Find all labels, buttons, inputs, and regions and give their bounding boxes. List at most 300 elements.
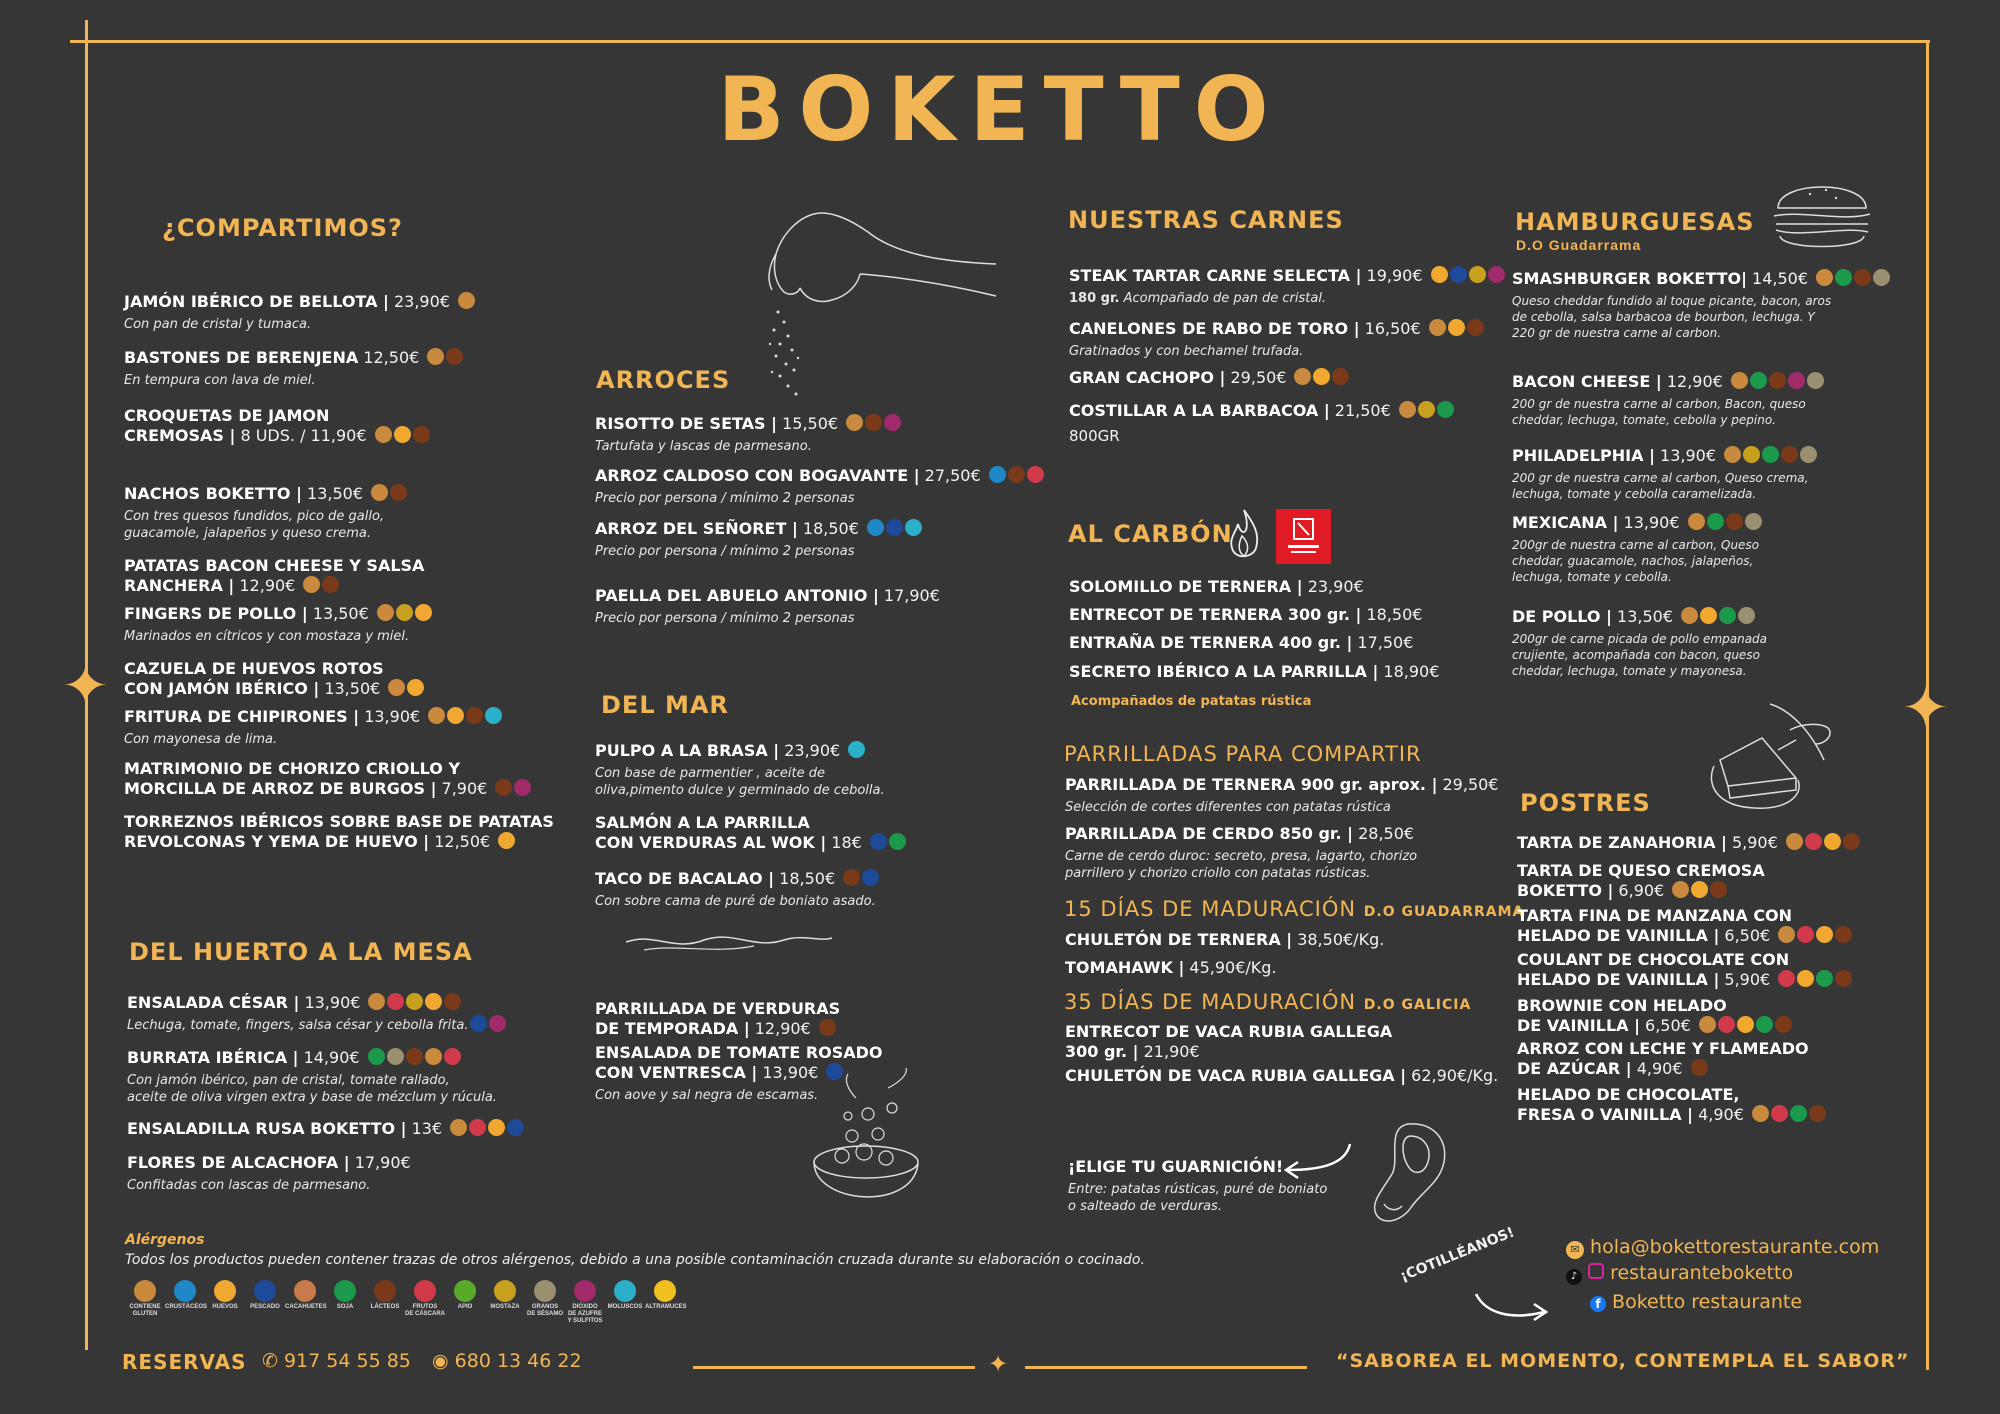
item-price: 4,90€ bbox=[1693, 1105, 1744, 1124]
item-price: 5,90€ bbox=[1719, 970, 1771, 989]
item-allergens bbox=[1397, 403, 1454, 420]
section-title-maduracion15 bbox=[1064, 897, 1524, 921]
item-name: PARRILLADA DE CERDO 850 gr. | bbox=[1065, 824, 1353, 843]
item-allergens bbox=[1427, 321, 1484, 338]
allergen-gluten-icon bbox=[428, 707, 445, 724]
section-title-postres: POSTRES bbox=[1520, 789, 1651, 817]
restaurant-title: BOKETTO bbox=[717, 58, 1283, 161]
item-description bbox=[1065, 799, 1498, 816]
item-price: 29,50€ bbox=[1437, 775, 1499, 794]
allergen-pescado-icon bbox=[254, 1280, 276, 1302]
facebook-icon[interactable]: f bbox=[1590, 1296, 1606, 1312]
slogan: “SABOREA EL MOMENTO, CONTEMPLA EL SABOR” bbox=[1336, 1350, 1910, 1372]
item-description-text: Con mayonesa de lima. bbox=[124, 732, 278, 747]
allergen-sulfitos-icon bbox=[489, 1015, 506, 1032]
allergen-sulfitos-icon bbox=[574, 1280, 596, 1302]
item-description-text: 200 gr de nuestra carne al carbon, Queso crema, lechuga, tomate y cebolla caramelizada. bbox=[1512, 471, 1809, 501]
item-description bbox=[1512, 293, 1890, 341]
item-price: 8 UDS. / 11,90€ bbox=[235, 426, 367, 445]
allergen-gluten-icon bbox=[1429, 319, 1446, 336]
allergen-lacteos-icon bbox=[390, 484, 407, 501]
arrow-right-icon bbox=[1472, 1288, 1552, 1324]
item-description bbox=[124, 508, 407, 542]
item-price: 12,90€ bbox=[749, 1019, 811, 1038]
item-allergens bbox=[1686, 515, 1762, 532]
menu-item bbox=[124, 557, 424, 596]
alergenos-block bbox=[125, 1232, 1145, 1325]
item-name: CHULETÓN DE TERNERA | bbox=[1065, 930, 1293, 949]
item-name: GRAN CACHOPO | bbox=[1069, 368, 1226, 387]
legend-label: CACAHUETES bbox=[285, 1304, 327, 1310]
allergen-lacteos-icon bbox=[495, 779, 512, 796]
item-description-text: Con base de parmentier , aceite de oliva,pimento dulce y germinado de cebolla. bbox=[595, 766, 885, 798]
item-description-text: Con tres quesos fundidos, pico de gallo, guacamole, jalapeños y queso crema. bbox=[124, 509, 385, 541]
legend-label: APIO bbox=[457, 1304, 473, 1310]
item-description-text: Tartufata y lascas de parmesano. bbox=[595, 439, 812, 454]
facebook-page[interactable]: Boketto restaurante bbox=[1612, 1291, 1803, 1313]
allergen-gluten-icon bbox=[1752, 1105, 1769, 1122]
allergen-huevos-icon bbox=[1797, 970, 1814, 987]
allergen-gluten-icon bbox=[1786, 833, 1803, 850]
allergen-cacahuetes-icon bbox=[294, 1280, 316, 1302]
allergen-frutos-icon bbox=[1805, 833, 1822, 850]
menu-item bbox=[595, 519, 922, 560]
item-allergens-extra bbox=[468, 1018, 506, 1033]
item-description bbox=[124, 731, 502, 748]
legend-label: DIÓXIDO DE AZUFRE Y SULFITOS bbox=[567, 1304, 603, 1324]
legend-label: CONTIENE GLUTEN bbox=[129, 1304, 161, 1317]
item-name: ENTRECOT DE VACA RUBIA GALLEGA 300 gr. | bbox=[1065, 1022, 1393, 1061]
legend-item-cacahuetes bbox=[285, 1280, 325, 1311]
item-allergens bbox=[1776, 972, 1852, 989]
maduracion35-label: 35 DÍAS DE MADURACIÓN bbox=[1064, 990, 1357, 1014]
menu-item bbox=[124, 604, 432, 645]
item-name: TOMAHAWK | bbox=[1065, 958, 1185, 977]
allergen-huevos-icon bbox=[1431, 266, 1448, 283]
item-name: MEXICANA | bbox=[1512, 513, 1619, 532]
whatsapp-icon: ◉ bbox=[432, 1350, 449, 1372]
legend-item-sulfitos bbox=[565, 1280, 605, 1325]
allergen-sulfitos-icon bbox=[514, 779, 531, 796]
item-allergens bbox=[496, 834, 515, 851]
allergen-frutos-icon bbox=[1771, 1105, 1788, 1122]
item-allergens bbox=[1689, 1061, 1708, 1078]
item-allergens bbox=[1784, 835, 1860, 852]
allergen-gluten-icon bbox=[1816, 269, 1833, 286]
allergen-huevos-icon bbox=[1313, 368, 1330, 385]
item-description-text: Selección de cortes diferentes con patatas rústica bbox=[1065, 800, 1391, 815]
allergen-frutos-icon bbox=[469, 1119, 486, 1136]
item-price: 13,50€ bbox=[307, 604, 369, 623]
item-name: JAMÓN IBÉRICO DE BELLOTA | bbox=[124, 292, 389, 311]
instagram-icon[interactable] bbox=[1588, 1263, 1604, 1279]
menu-item bbox=[1069, 266, 1505, 307]
item-name: PAELLA DEL ABUELO ANTONIO | bbox=[595, 586, 879, 605]
menu-item bbox=[1069, 401, 1454, 445]
menu-item bbox=[124, 407, 430, 446]
allergen-crustaceos-icon bbox=[174, 1280, 196, 1302]
item-name: NACHOS BOKETTO | bbox=[124, 484, 302, 503]
allergen-sulfitos-icon bbox=[884, 414, 901, 431]
allergen-lacteos-icon bbox=[1710, 881, 1727, 898]
item-allergens bbox=[366, 1050, 461, 1067]
item-price: 21,50€ bbox=[1329, 401, 1391, 420]
menu-item bbox=[1517, 1040, 1809, 1079]
legend-item-lacteos bbox=[365, 1280, 405, 1311]
legend-label: CRUSTÁCEOS bbox=[165, 1304, 208, 1310]
item-allergens bbox=[1776, 928, 1852, 945]
item-price: 28,50€ bbox=[1353, 824, 1415, 843]
item-description bbox=[1069, 343, 1484, 360]
allergen-mostaza-icon bbox=[494, 1280, 516, 1302]
item-price: 13,90€ bbox=[299, 993, 361, 1012]
email-row[interactable] bbox=[1566, 1236, 1879, 1259]
maduracion15-label: 15 DÍAS DE MADURACIÓN bbox=[1064, 897, 1357, 921]
legend-label: SOJA bbox=[336, 1304, 354, 1310]
menu-item bbox=[1065, 1066, 1498, 1086]
item-name: ENTRECOT DE TERNERA 300 gr. | bbox=[1069, 605, 1362, 624]
menu-item bbox=[1512, 372, 1824, 428]
menu-item bbox=[1065, 1023, 1392, 1062]
allergen-gluten-icon bbox=[375, 426, 392, 443]
item-allergens bbox=[456, 294, 475, 311]
phone-block[interactable] bbox=[262, 1350, 411, 1372]
allergen-pescado-icon bbox=[470, 1015, 487, 1032]
item-description bbox=[1512, 396, 1824, 428]
legend-item-frutos bbox=[405, 1280, 445, 1318]
allergen-moluscos-icon bbox=[485, 707, 502, 724]
allergen-huevos-icon bbox=[488, 1119, 505, 1136]
menu-item bbox=[127, 1153, 411, 1194]
item-allergens bbox=[817, 1021, 836, 1038]
carbon-side-note: Acompañados de patatas rústica bbox=[1071, 694, 1312, 709]
legend-item-pescado bbox=[245, 1280, 285, 1311]
allergen-moluscos-icon bbox=[848, 741, 865, 758]
allergen-frutos-icon bbox=[1797, 926, 1814, 943]
item-name: BROWNIE CON HELADO DE VAINILLA | bbox=[1517, 996, 1727, 1035]
email-icon: ✉ bbox=[1566, 1241, 1584, 1259]
allergen-huevos-icon bbox=[1691, 881, 1708, 898]
item-description-text: En tempura con lava de miel. bbox=[124, 373, 316, 388]
legend-label: PESCADO bbox=[250, 1304, 280, 1310]
hand-seasoning-illustration bbox=[748, 204, 998, 404]
instagram-row[interactable] bbox=[1566, 1262, 1793, 1285]
allergen-lacteos-icon bbox=[413, 426, 430, 443]
item-description bbox=[595, 490, 1044, 507]
star-ornament-right: ✦ bbox=[1902, 676, 1949, 739]
item-description-text: 200 gr de nuestra carne al carbon, Bacon, queso cheddar, lechuga, tomate, cebolla y pepino. bbox=[1512, 397, 1806, 427]
item-description bbox=[124, 316, 475, 333]
item-price: 29,50€ bbox=[1225, 368, 1287, 387]
item-price: 12,50€ bbox=[358, 348, 420, 367]
item-description bbox=[595, 610, 940, 627]
item-name: BURRATA IBÉRICA | bbox=[127, 1048, 299, 1067]
whatsapp-number[interactable]: 680 13 46 22 bbox=[454, 1350, 582, 1372]
allergen-apio-icon bbox=[454, 1280, 476, 1302]
item-name: CROQUETAS DE JAMON CREMOSAS | bbox=[124, 406, 330, 445]
item-price: 12,50€ bbox=[429, 832, 491, 851]
allergen-frutos-icon bbox=[444, 1048, 461, 1065]
allergen-sesamo-icon bbox=[1800, 446, 1817, 463]
item-description bbox=[595, 893, 879, 910]
allergen-legend bbox=[125, 1280, 1145, 1325]
item-price: 16,50€ bbox=[1359, 319, 1421, 338]
allergen-lacteos-icon bbox=[819, 1019, 836, 1036]
allergen-soja-icon bbox=[1762, 446, 1779, 463]
allergen-sesamo-icon bbox=[1745, 513, 1762, 530]
item-description-text: Precio por persona / mínimo 2 personas bbox=[595, 611, 855, 626]
allergen-soja-icon bbox=[889, 833, 906, 850]
item-name: ENSALADA DE TOMATE ROSADO CON VENTRESCA | bbox=[595, 1043, 883, 1082]
menu-item bbox=[127, 1119, 524, 1139]
allergen-frutos-icon bbox=[1027, 466, 1044, 483]
item-name: ARROZ CON LECHE Y FLAMEADO DE AZÚCAR | bbox=[1517, 1039, 1809, 1078]
allergen-huevos-icon bbox=[1816, 926, 1833, 943]
item-allergens bbox=[1697, 1018, 1792, 1035]
item-name: PARRILLADA DE TERNERA 900 gr. aprox. | bbox=[1065, 775, 1438, 794]
item-price: 21,90€ bbox=[1138, 1042, 1200, 1061]
item-name: TORREZNOS IBÉRICOS SOBRE BASE DE PATATAS REVOLCONAS Y YEMA DE HUEVO | bbox=[124, 812, 554, 851]
item-price: 17,90€ bbox=[349, 1153, 411, 1172]
allergen-soja-icon bbox=[368, 1048, 385, 1065]
item-weight: 180 gr. bbox=[1069, 291, 1120, 306]
item-price: 15,50€ bbox=[777, 414, 839, 433]
section-title-del-mar: DEL MAR bbox=[601, 691, 729, 719]
email-link[interactable]: hola@bokettorestaurante.com bbox=[1590, 1236, 1880, 1258]
star-ornament-left: ✦ bbox=[62, 654, 109, 717]
item-description bbox=[127, 1177, 411, 1194]
menu-item bbox=[1069, 368, 1349, 388]
item-allergens bbox=[865, 521, 922, 538]
item-name: COULANT DE CHOCOLATE CON HELADO DE VAINILLA | bbox=[1517, 950, 1790, 989]
arrow-left-icon bbox=[1280, 1140, 1360, 1180]
allergen-gluten-icon bbox=[1731, 372, 1748, 389]
phone-number[interactable]: 917 54 55 85 bbox=[283, 1350, 411, 1372]
allergen-lacteos-icon bbox=[865, 414, 882, 431]
allergen-gluten-icon bbox=[388, 679, 405, 696]
item-price: 23,90€ bbox=[1302, 577, 1364, 596]
legend-label: LÁCTEOS bbox=[370, 1304, 400, 1310]
section-title-compartimos: ¿COMPARTIMOS? bbox=[162, 214, 403, 242]
item-allergens bbox=[1750, 1107, 1826, 1124]
allergen-huevos-icon bbox=[1700, 607, 1717, 624]
item-price: 13,50€ bbox=[319, 679, 381, 698]
allergen-lacteos-icon bbox=[1781, 446, 1798, 463]
item-price: 13,90€ bbox=[359, 707, 421, 726]
item-allergens bbox=[366, 995, 461, 1012]
item-description-text: Marinados en cítricos y con mostaza y miel. bbox=[124, 629, 410, 644]
facebook-row[interactable] bbox=[1590, 1291, 1802, 1313]
allergen-pescado-icon bbox=[1450, 266, 1467, 283]
item-name: ENSALADA CÉSAR | bbox=[127, 993, 300, 1012]
item-description bbox=[1512, 631, 1767, 679]
item-name: ARROZ CALDOSO CON BOGAVANTE | bbox=[595, 466, 920, 485]
item-description bbox=[124, 372, 463, 389]
item-name: TACO DE BACALAO | bbox=[595, 869, 775, 888]
section-title-parrilladas: PARRILLADAS PARA COMPARTIR bbox=[1064, 742, 1422, 766]
allergen-lacteos-icon bbox=[1008, 466, 1025, 483]
item-name: HELADO DE CHOCOLATE, FRESA O VAINILLA | bbox=[1517, 1085, 1740, 1124]
section-title-arroces: ARROCES bbox=[596, 366, 731, 394]
item-price: 19,90€ bbox=[1361, 266, 1423, 285]
item-name: TARTA DE QUESO CREMOSA BOKETTO | bbox=[1517, 861, 1765, 900]
allergen-lacteos-icon bbox=[374, 1280, 396, 1302]
badge-emblem-icon bbox=[1276, 509, 1331, 564]
item-allergens bbox=[846, 743, 865, 760]
menu-item bbox=[595, 586, 940, 627]
item-price: 18,50€ bbox=[797, 519, 859, 538]
allergen-soja-icon bbox=[1719, 607, 1736, 624]
maduracion35-origin: D.O GALICIA bbox=[1363, 997, 1472, 1013]
allergen-gluten-icon bbox=[425, 1048, 442, 1065]
whatsapp-block[interactable] bbox=[432, 1350, 582, 1372]
item-price: 18,50€ bbox=[1361, 605, 1423, 624]
menu-item bbox=[595, 414, 901, 455]
allergen-pescado-icon bbox=[886, 519, 903, 536]
item-name: CANELONES DE RABO DE TORO | bbox=[1069, 319, 1360, 338]
allergen-gluten-icon bbox=[1778, 926, 1795, 943]
item-allergens bbox=[1722, 448, 1817, 465]
allergen-lacteos-icon bbox=[406, 1048, 423, 1065]
menu-item bbox=[1069, 662, 1439, 682]
item-price: 7,90€ bbox=[436, 779, 488, 798]
item-name: STEAK TARTAR CARNE SELECTA | bbox=[1069, 266, 1362, 285]
item-allergens bbox=[1729, 374, 1824, 391]
legend-item-mostaza bbox=[485, 1280, 525, 1311]
allergen-lacteos-icon bbox=[1691, 1059, 1708, 1076]
guarnicion-title: ¡ELIGE TU GUARNICIÓN! bbox=[1068, 1157, 1284, 1176]
item-price: 13,90€ bbox=[757, 1063, 819, 1082]
allergen-moluscos-icon bbox=[614, 1280, 636, 1302]
alergenos-disclaimer: Todos los productos pueden contener trazas de otros alérgenos, debido a una posible contaminación cruzada durante su elaboración o cocinado. bbox=[125, 1252, 1145, 1268]
item-name: RISOTTO DE SETAS | bbox=[595, 414, 777, 433]
menu-item bbox=[124, 760, 531, 799]
allergen-lacteos-icon bbox=[1467, 319, 1484, 336]
item-description bbox=[1069, 290, 1505, 307]
allergen-gluten-icon bbox=[1294, 368, 1311, 385]
item-name: BACON CHEESE | bbox=[1512, 372, 1662, 391]
allergen-huevos-icon bbox=[425, 993, 442, 1010]
item-price: 27,50€ bbox=[919, 466, 981, 485]
allergen-lacteos-icon bbox=[843, 869, 860, 886]
item-allergens bbox=[1670, 883, 1727, 900]
allergen-lacteos-icon bbox=[466, 707, 483, 724]
item-allergens bbox=[448, 1121, 524, 1138]
cotilleanos-label: ¡COTILLÉANOS! bbox=[1398, 1224, 1517, 1285]
allergen-gluten-icon bbox=[1699, 1016, 1716, 1033]
item-name: TARTA FINA DE MANZANA CON HELADO DE VAINILLA | bbox=[1517, 906, 1793, 945]
allergen-sesamo-icon bbox=[534, 1280, 556, 1302]
allergen-gluten-icon bbox=[450, 1119, 467, 1136]
allergen-huevos-icon bbox=[415, 604, 432, 621]
item-name: ENSALADILLA RUSA BOKETTO | bbox=[127, 1119, 407, 1138]
allergen-frutos-icon bbox=[414, 1280, 436, 1302]
menu-item bbox=[124, 348, 463, 389]
allergen-huevos-icon bbox=[407, 679, 424, 696]
allergen-lacteos-icon bbox=[1769, 372, 1786, 389]
item-description bbox=[1512, 470, 1817, 502]
item-price: 23,90€ bbox=[779, 741, 841, 760]
allergen-gluten-icon bbox=[371, 484, 388, 501]
item-weight-note: 800GR bbox=[1069, 427, 1120, 445]
allergen-gluten-icon bbox=[1399, 401, 1416, 418]
allergen-huevos-icon bbox=[498, 832, 515, 849]
allergen-huevos-icon bbox=[447, 707, 464, 724]
reservas-label: RESERVAS bbox=[122, 1350, 247, 1374]
item-allergens bbox=[1429, 268, 1505, 285]
item-name: PARRILLADA DE VERDURAS DE TEMPORADA | bbox=[595, 999, 841, 1038]
legend-label: HUEVOS bbox=[212, 1304, 238, 1310]
section-title-huerto: DEL HUERTO A LA MESA bbox=[129, 938, 473, 966]
item-name: PHILADELPHIA | bbox=[1512, 446, 1655, 465]
hamburguesas-origin: D.O Guadarrama bbox=[1516, 237, 1642, 253]
allergen-huevos-icon bbox=[214, 1280, 236, 1302]
item-name: DE POLLO | bbox=[1512, 607, 1612, 626]
instagram-handle[interactable]: restauranteboketto bbox=[1610, 1262, 1794, 1284]
legend-item-crustaceos bbox=[165, 1280, 208, 1311]
item-name: COSTILLAR A LA BARBACOA | bbox=[1069, 401, 1330, 420]
item-description bbox=[127, 1017, 506, 1034]
allergen-sulfitos-icon bbox=[1488, 266, 1505, 283]
menu-item bbox=[595, 466, 1044, 507]
item-price: 17,90€ bbox=[878, 586, 940, 605]
item-allergens bbox=[841, 871, 879, 888]
section-title-carbon: AL CARBÓN bbox=[1068, 520, 1233, 548]
item-name: TARTA DE ZANAHORIA | bbox=[1517, 833, 1727, 852]
allergen-gluten-icon bbox=[458, 292, 475, 309]
item-allergens bbox=[493, 781, 531, 798]
item-allergens bbox=[1679, 609, 1755, 626]
item-description-text: Confitadas con lascas de parmesano. bbox=[127, 1178, 371, 1193]
menu-item bbox=[124, 813, 554, 852]
item-description-text: 200gr de carne picada de pollo empanada crujiente, acompañada con bacon, queso cheddar, lechuga, tomate y mayonesa. bbox=[1512, 632, 1768, 678]
allergen-lacteos-icon bbox=[1332, 368, 1349, 385]
allergen-crustaceos-icon bbox=[867, 519, 884, 536]
allergen-gluten-icon bbox=[368, 993, 385, 1010]
maduracion15-origin: D.O GUADARRAMA bbox=[1363, 904, 1525, 920]
tiktok-icon[interactable]: ♪ bbox=[1566, 1269, 1582, 1285]
allergen-frutos-icon bbox=[1778, 970, 1795, 987]
menu-item bbox=[1069, 605, 1422, 625]
allergen-soja-icon bbox=[334, 1280, 356, 1302]
menu-item bbox=[1517, 997, 1792, 1036]
item-description-text: Con sobre cama de puré de boniato asado. bbox=[595, 894, 876, 909]
allergen-huevos-icon bbox=[1737, 1016, 1754, 1033]
item-name: FRITURA DE CHIPIRONES | bbox=[124, 707, 360, 726]
legend-item-sesamo bbox=[525, 1280, 565, 1318]
item-allergens bbox=[375, 606, 432, 623]
menu-item bbox=[595, 869, 879, 910]
burger-illustration bbox=[1770, 168, 1874, 252]
item-price: 13,90€ bbox=[1618, 513, 1680, 532]
menu-item bbox=[1065, 824, 1417, 882]
allergen-soja-icon bbox=[1437, 401, 1454, 418]
allergen-pescado-icon bbox=[507, 1119, 524, 1136]
item-name: SOLOMILLO DE TERNERA | bbox=[1069, 577, 1303, 596]
allergen-huevos-icon bbox=[1824, 833, 1841, 850]
item-description-text: Carne de cerdo duroc: secreto, presa, lagarto, chorizo parrillero y chorizo criollo con patatas rústicas. bbox=[1065, 849, 1418, 881]
allergen-huevos-icon bbox=[1448, 319, 1465, 336]
allergen-mostaza-icon bbox=[396, 604, 413, 621]
allergen-lacteos-icon bbox=[1835, 970, 1852, 987]
item-price: 23,90€ bbox=[388, 292, 450, 311]
item-allergens bbox=[425, 350, 463, 367]
item-description-text: Con aove y sal negra de escamas. bbox=[595, 1088, 819, 1103]
item-name: SECRETO IBÉRICO A LA PARRILLA | bbox=[1069, 662, 1379, 681]
section-title-maduracion35 bbox=[1064, 990, 1471, 1014]
menu-item bbox=[124, 292, 475, 333]
frame-top-border bbox=[70, 40, 1930, 43]
